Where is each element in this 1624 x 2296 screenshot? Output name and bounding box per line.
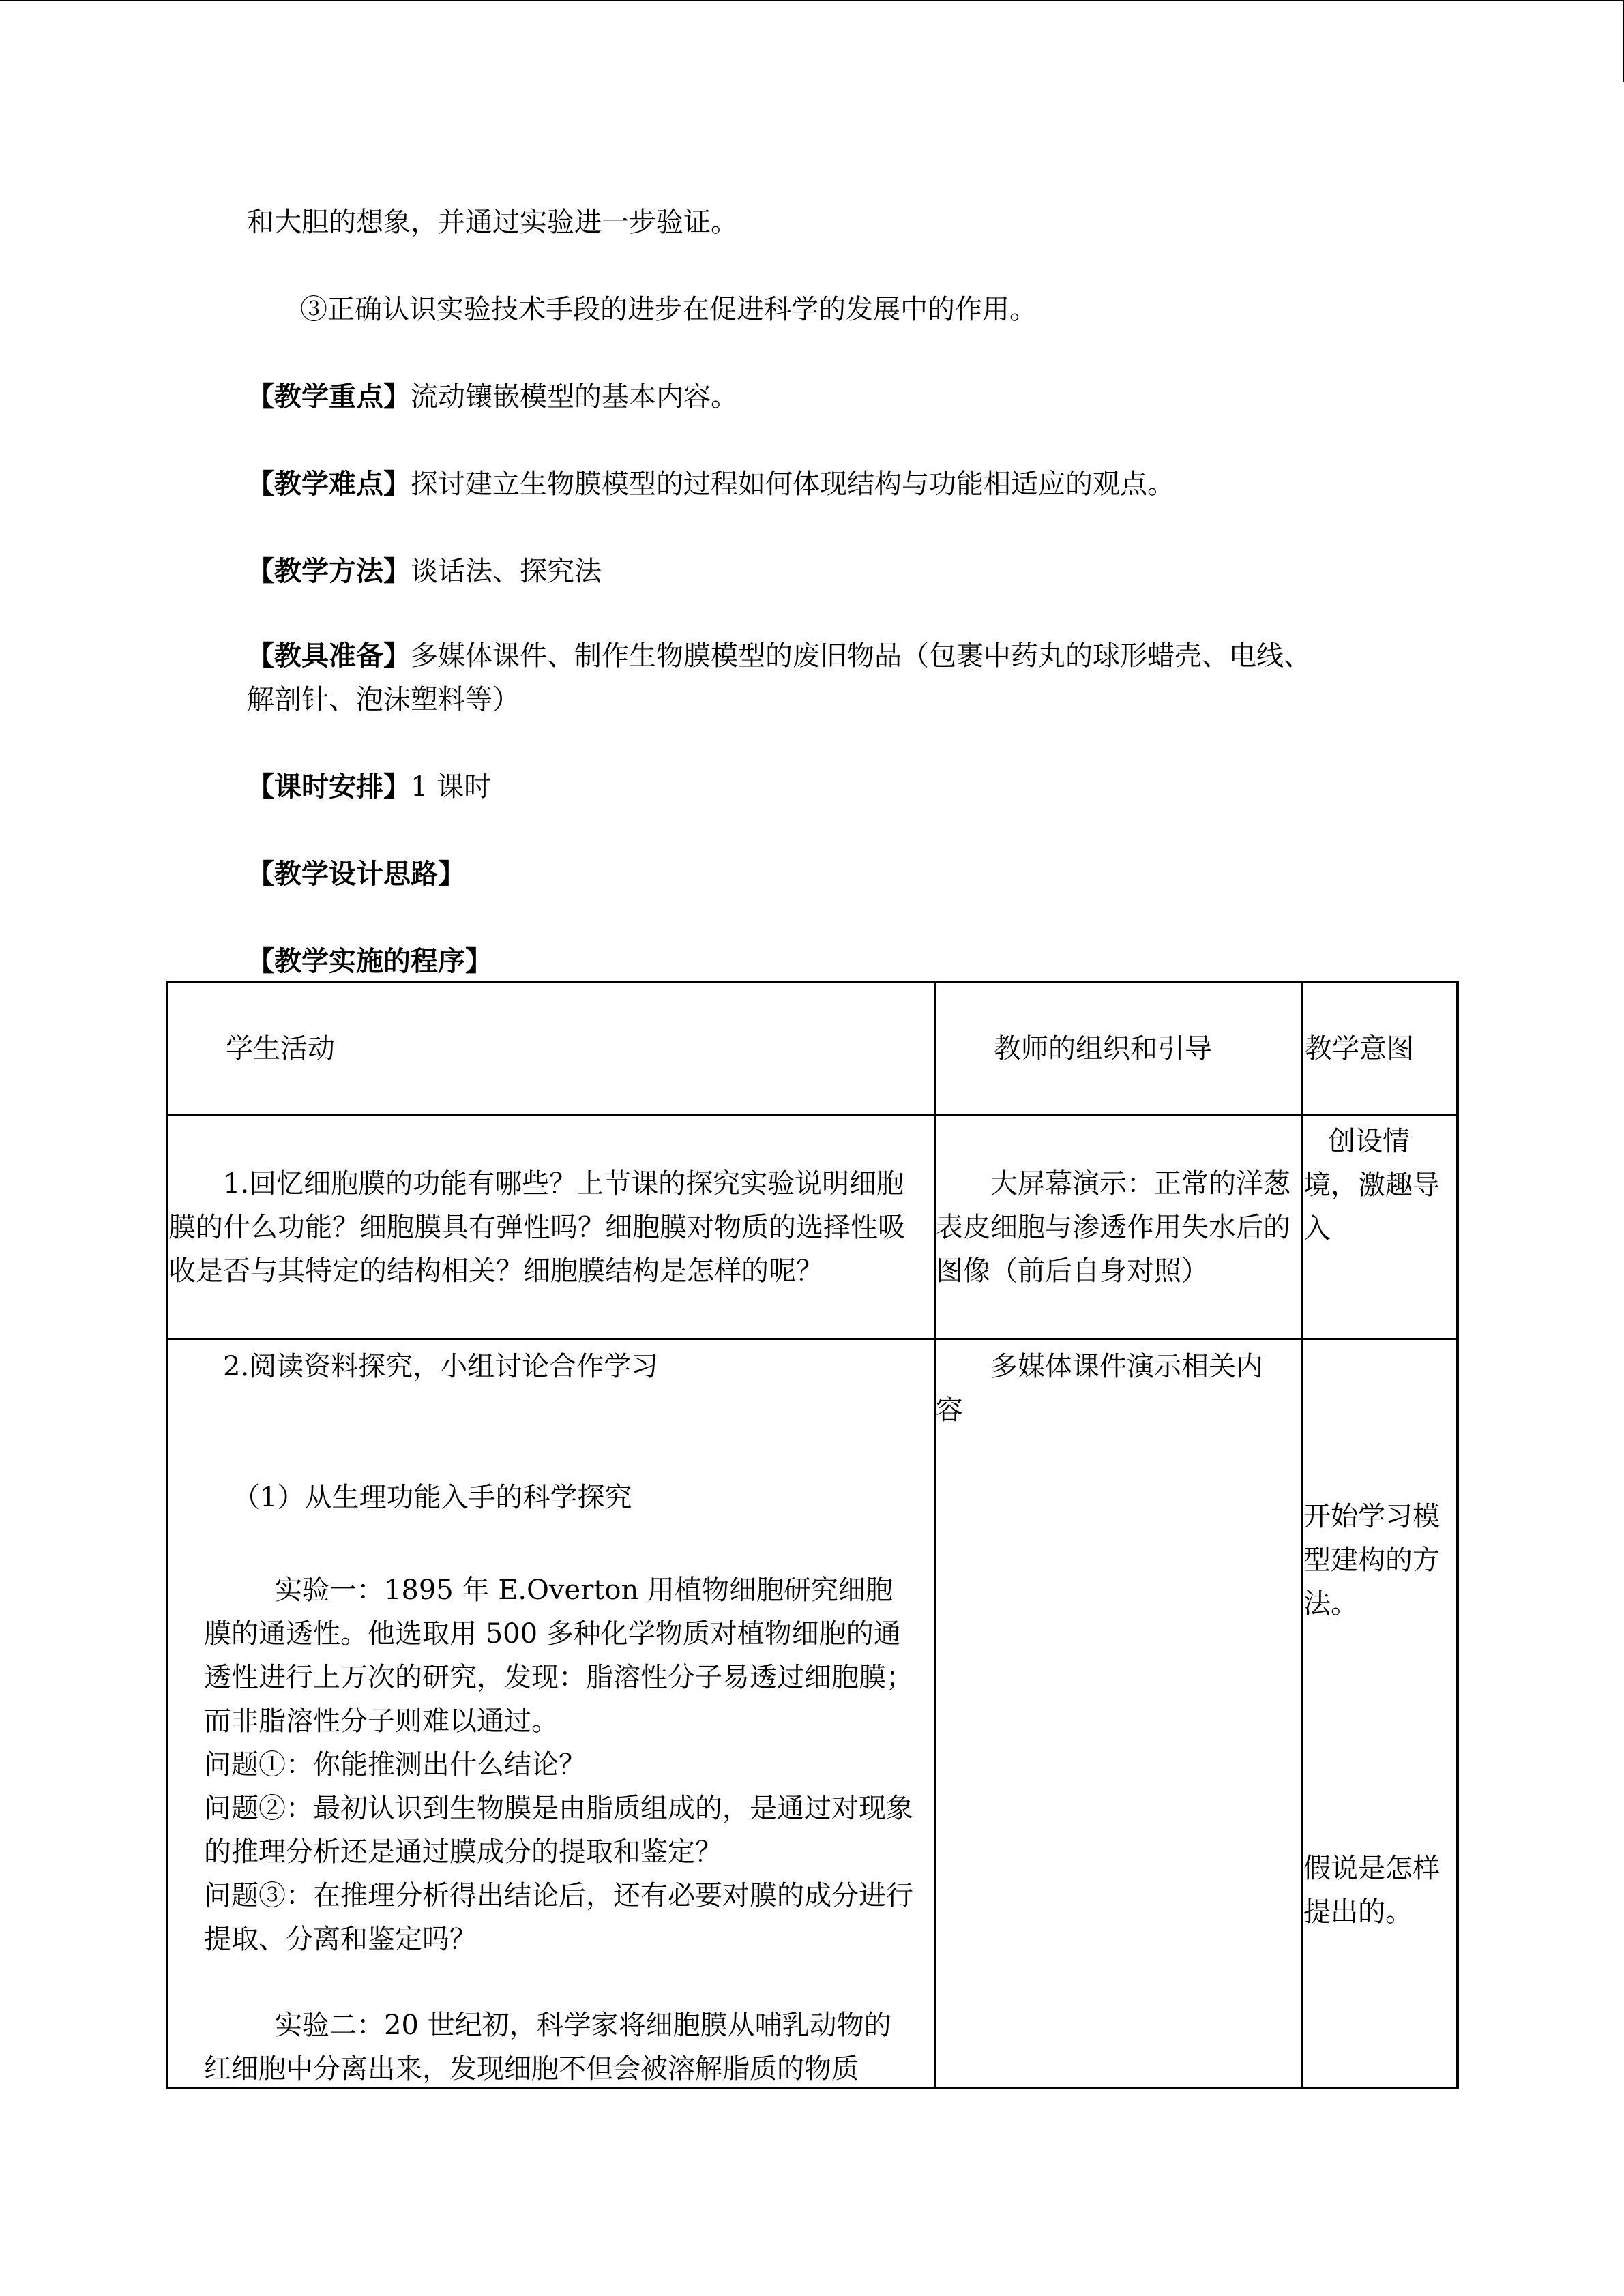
- section-difficulty: [247, 462, 1175, 506]
- section-tools-line-2: 解剖针、泡沫塑料等）: [247, 684, 520, 715]
- row1-teaching-intent: 创设情境，激趣导入: [1303, 1126, 1440, 1244]
- section-text: 流动镶嵌模型的基本内容。: [411, 381, 738, 413]
- page-top-border: [0, 0, 1624, 1]
- row2-experiment-2: 实验二：20 世纪初，科学家将细胞膜从哺乳动物的红细胞中分离出来，发现细胞不但会被溶解脂质的物质: [204, 2010, 891, 2085]
- section-label: 【教学难点】: [247, 468, 411, 500]
- row1-teacher-guidance: 大屏幕演示：正常的洋葱表皮细胞与渗透作用失水后的图像（前后自身对照）: [936, 1168, 1290, 1287]
- section-text: 1 课时: [411, 771, 492, 803]
- table-row-divider: [168, 1338, 1456, 1340]
- table-column-divider: [934, 983, 936, 2087]
- row2-student-subtitle: （1）从生理功能入手的科学探究: [233, 1482, 632, 1513]
- section-method: [247, 550, 602, 593]
- header-student-activity: 学生活动: [226, 1033, 335, 1064]
- row2-question-1: 问题①：你能推测出什么结论？: [204, 1749, 586, 1780]
- section-schedule: [247, 765, 491, 809]
- table-row-divider: [168, 1114, 1456, 1116]
- section-label: 【课时安排】: [247, 771, 411, 803]
- section-procedure: 【教学实施的程序】: [247, 945, 492, 977]
- section-text: 探讨建立生物膜模型的过程如何体现结构与功能相适应的观点。: [411, 468, 1175, 500]
- intro-line-1: 和大胆的想象，并通过实验进一步验证。: [247, 207, 738, 238]
- row2-teaching-intent-2: 假说是怎样提出的。: [1303, 1853, 1440, 1928]
- row2-experiment-1: 实验一：1895 年 E.Overton 用植物细胞研究细胞膜的通透性。他选取用 500 多种化学物质对植物细胞的通透性进行上万次的研究，发现：脂溶性分子易透过细胞膜；而非脂溶性分子则难以通过。: [204, 1575, 913, 1737]
- row2-student-title: 2.阅读资料探究，小组讨论合作学习: [223, 1351, 659, 1382]
- section-text: 多媒体课件、制作生物膜模型的废旧物品（包裹中药丸的球形蜡壳、电线、: [411, 640, 1311, 672]
- section-key-point: [247, 375, 738, 419]
- section-label: 【教具准备】: [247, 640, 411, 672]
- intro-line-2: ③正确认识实验技术手段的进步在促进科学的发展中的作用。: [300, 294, 1037, 325]
- section-label: 【教学重点】: [247, 381, 411, 413]
- row2-teacher-guidance: 多媒体课件演示相关内容: [936, 1351, 1263, 1426]
- header-teacher-guidance: 教师的组织和引导: [994, 1033, 1212, 1064]
- procedure-table: [166, 981, 1459, 2089]
- row2-question-3: 问题③：在推理分析得出结论后，还有必要对膜的成分进行提取、分离和鉴定吗？: [204, 1880, 913, 1955]
- section-label: 【教学方法】: [247, 555, 411, 587]
- section-text: 谈话法、探究法: [411, 556, 602, 587]
- row2-teaching-intent-1: 开始学习模型建构的方法。: [1303, 1501, 1440, 1620]
- section-design: 【教学设计思路】: [247, 858, 465, 890]
- row2-question-2: 问题②：最初认识到生物膜是由脂质组成的，是通过对现象的推理分析还是通过膜成分的提取和鉴定？: [204, 1793, 913, 1868]
- header-teaching-intent: 教学意图: [1305, 1033, 1414, 1064]
- section-tools: [247, 634, 1311, 678]
- row1-student-activity: 1.回忆细胞膜的功能有哪些？上节课的探究实验说明细胞膜的什么功能？细胞膜具有弹性吗？细胞膜对物质的选择性吸收是否与其特定的结构相关？细胞膜结构是怎样的呢？: [168, 1168, 905, 1287]
